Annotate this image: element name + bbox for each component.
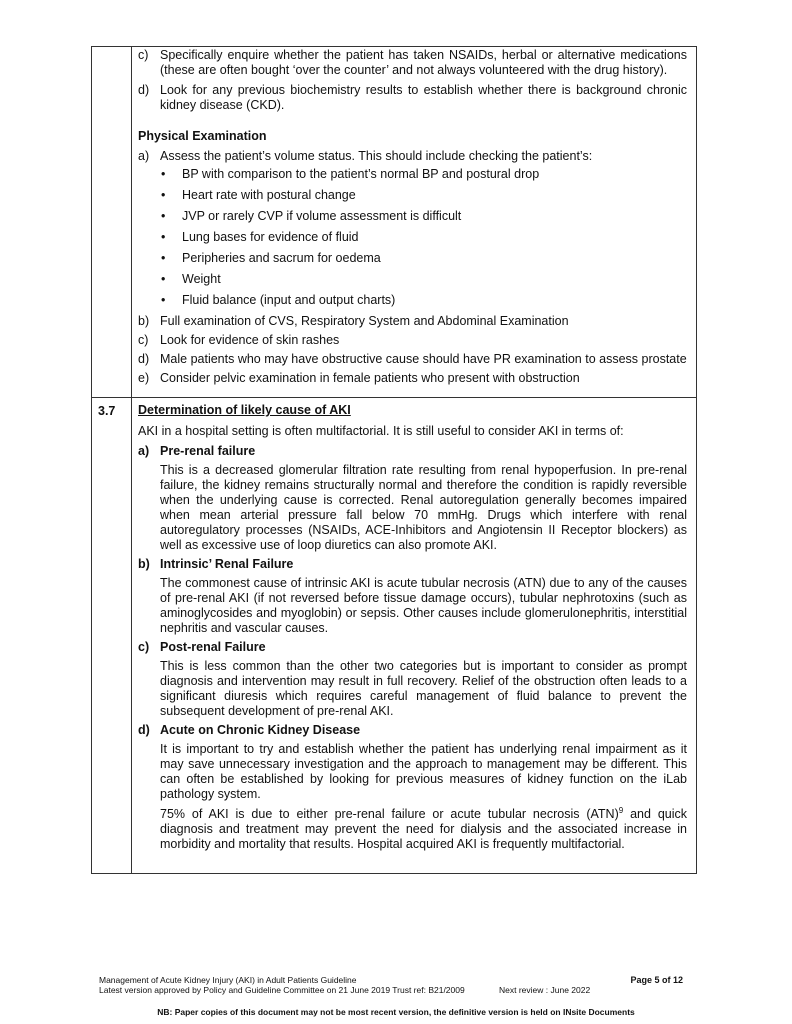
section-number: 3.7	[98, 404, 116, 418]
summary-text-start: 75% of AKI is due to either pre-renal failure or acute tubular necrosis (ATN)	[160, 807, 619, 821]
cause-paragraph: This is a decreased glomerular filtration rate resulting from renal hypoperfusion. In pre-renal failure, the kidney remains structurally normal and therefore the condition is rapidly reversible when the underlying cause is corrected. Renal autoregulation generally becomes impaired when mean arterial pressure fall below 70 mmHg. Drugs which interfere with renal autoregulatory processes (NSAIDs, ACE-Inhibitors and Angiotensin II Receptor blockers) as well as excessive use of loop diuretics can also promote AKI.	[160, 463, 687, 552]
item-text: Specifically enquire whether the patient has taken NSAIDs, herbal or alternative medications (these are often bought ‘over the counter’ and not always volunteered with the drug history).	[160, 48, 687, 77]
bullet-item	[160, 293, 687, 314]
list-item	[138, 314, 687, 329]
item-label: b)	[138, 557, 150, 571]
item-label: c)	[138, 48, 149, 62]
cause-title: Pre-renal failure	[160, 444, 256, 458]
bullet-text: Lung bases for evidence of fluid	[182, 230, 359, 244]
bullet-icon: •	[161, 167, 166, 181]
item-text: Consider pelvic examination in female patients who present with obstruction	[160, 371, 580, 385]
item-text: Full examination of CVS, Respiratory System and Abdominal Examination	[160, 314, 569, 328]
bullet-item	[160, 251, 687, 272]
guideline-table	[91, 46, 697, 874]
cause-title: Post-renal Failure	[160, 640, 266, 654]
summary-paragraph	[160, 807, 687, 852]
bullet-text: JVP or rarely CVP if volume assessment is difficult	[182, 209, 462, 223]
bullet-text: Heart rate with postural change	[182, 188, 356, 202]
page-number: Page 5 of 12	[630, 975, 683, 985]
table-row-section-3-7	[92, 398, 697, 874]
section-intro: AKI in a hospital setting is often multifactorial. It is still useful to consider AKI in terms of:	[138, 424, 624, 438]
bullet-item	[160, 167, 687, 188]
bullet-icon: •	[161, 188, 166, 202]
bullet-icon: •	[161, 272, 166, 286]
list-item	[138, 333, 687, 348]
bullet-text: Peripheries and sacrum for oedema	[182, 251, 381, 265]
cause-paragraph: It is important to try and establish whether the patient has underlying renal impairment as it may save unnecessary investigation and the approach to management may be different. This can often be established by looking for previous measures of kidney function on the iLab pathology system.	[160, 742, 687, 801]
bullet-icon: •	[161, 293, 166, 307]
item-text: Assess the patient’s volume status. This should include checking the patient’s:	[160, 149, 593, 163]
bullet-item	[160, 188, 687, 209]
item-label: c)	[138, 333, 149, 347]
bullet-item	[160, 272, 687, 293]
item-label: d)	[138, 352, 150, 366]
item-label: d)	[138, 83, 150, 97]
cause-title: Intrinsic’ Renal Failure	[160, 557, 294, 571]
cause-heading	[138, 640, 687, 655]
section-number-cell	[92, 398, 132, 874]
footer-next-review: Next review : June 2022	[499, 984, 591, 995]
list-item	[138, 371, 687, 386]
bullet-item	[160, 209, 687, 230]
list-item	[138, 48, 687, 78]
footer-approval-text: Latest version approved by Policy and Guideline Committee on 21 June 2019 Trust ref: B21/2009	[99, 984, 465, 995]
item-label: e)	[138, 371, 150, 385]
cause-heading	[138, 557, 687, 572]
table-row-history-exam	[92, 47, 697, 398]
reference-superscript: 9	[618, 805, 624, 815]
item-label: a)	[138, 149, 150, 163]
list-item	[138, 83, 687, 113]
footer-document-title: Management of Acute Kidney Injury (AKI) in Adult Patients Guideline	[99, 975, 357, 985]
bullet-text: Weight	[182, 272, 221, 286]
bullet-text: BP with comparison to the patient’s normal BP and postural drop	[182, 167, 540, 181]
cause-paragraph: The commonest cause of intrinsic AKI is acute tubular necrosis (ATN) due to any of the causes of pre-renal AKI (if not reversed before tissue damage occurs), tubular nephrotoxins (such as aminoglycosides and myoglobin) or sepsis. Other causes include glomerulonephritis, interstitial nephritis and vascular causes.	[160, 576, 687, 635]
cause-paragraph: This is less common than the other two categories but is important to consider as prompt diagnosis and intervention may result in full recovery. Relief of the obstruction often leads to a significant diuresis which requires careful management of fluid balance to prevent the subsequent development of pre-renal AKI.	[160, 659, 687, 718]
bullet-icon: •	[161, 251, 166, 265]
section-number-cell	[92, 47, 132, 398]
content-cell	[132, 398, 697, 874]
item-text: Look for evidence of skin rashes	[160, 333, 340, 347]
list-item	[138, 352, 687, 367]
summary-text-end: and quick diagnosis and treatment may prevent the need for dialysis and the associated increase in morbidity and mortality that results. Hospital acquired AKI is frequently multifactorial.	[160, 807, 688, 851]
content-cell	[132, 47, 697, 398]
bullet-icon: •	[161, 209, 166, 223]
physical-examination-heading: Physical Examination	[138, 129, 267, 143]
bullet-item	[160, 230, 687, 251]
item-text: Look for any previous biochemistry results to establish whether there is background chronic kidney disease (CKD).	[160, 83, 687, 112]
item-label: a)	[138, 444, 150, 458]
bullet-icon: •	[161, 230, 166, 244]
cause-title: Acute on Chronic Kidney Disease	[160, 723, 361, 737]
section-title: Determination of likely cause of AKI	[138, 403, 351, 417]
volume-status-bullets	[160, 167, 687, 314]
page-footer	[99, 976, 683, 995]
paper-copy-notice: NB: Paper copies of this document may not be most recent version, the definitive version is held on INsite Documents	[157, 1007, 635, 1017]
item-label: d)	[138, 723, 150, 737]
bullet-text: Fluid balance (input and output charts)	[182, 293, 396, 307]
cause-heading	[138, 444, 687, 459]
item-text: Male patients who may have obstructive cause should have PR examination to assess prostate	[160, 352, 687, 366]
item-label: c)	[138, 640, 150, 654]
cause-heading	[138, 723, 687, 738]
list-item	[138, 149, 687, 164]
item-label: b)	[138, 314, 150, 328]
